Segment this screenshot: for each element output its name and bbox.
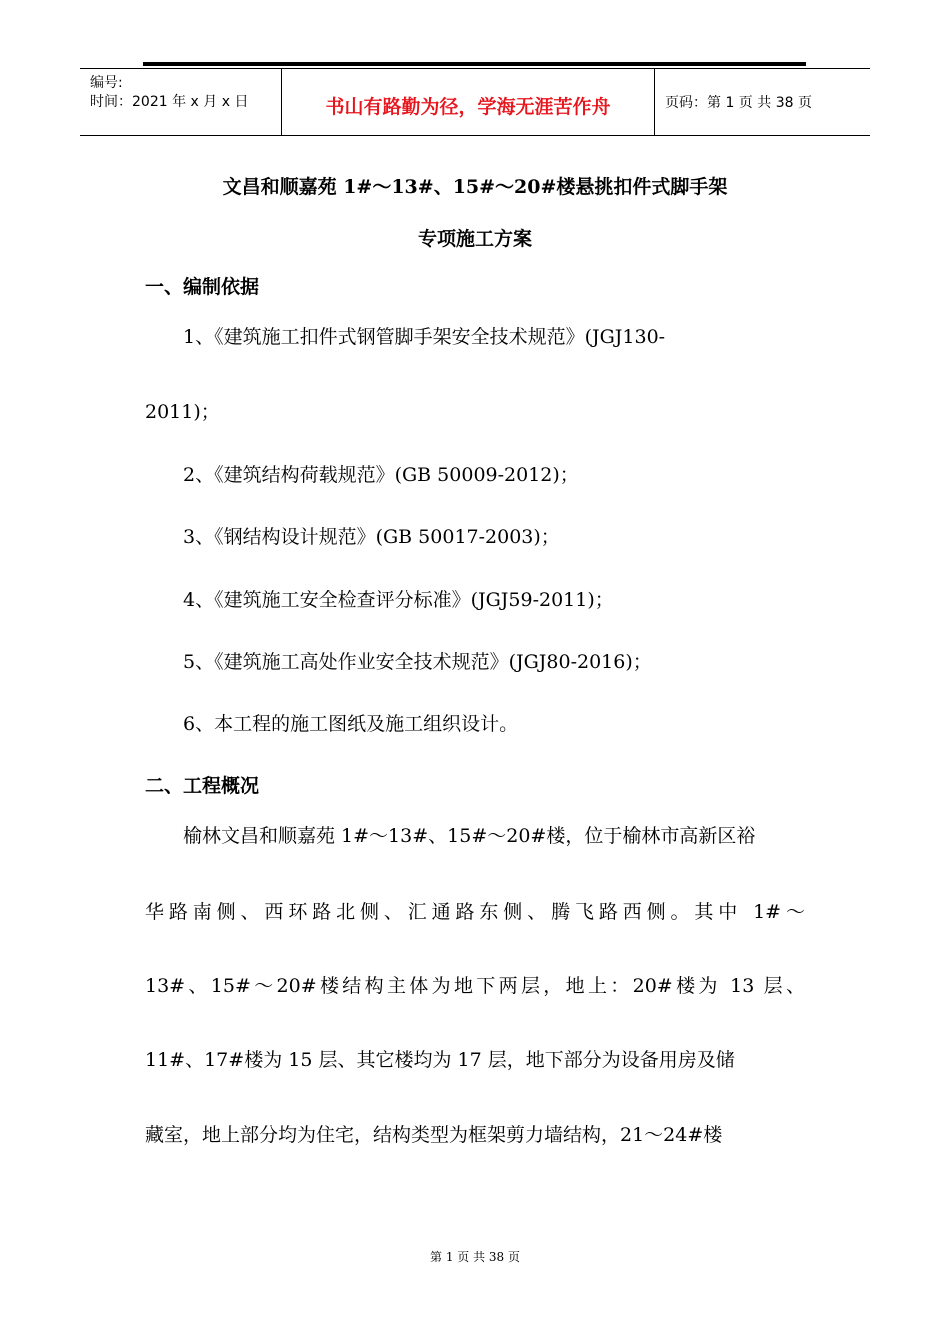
document-title-line1: 文昌和顺嘉苑 1#～13#、15#～20#楼悬挑扣件式脚手架 [222,176,728,198]
list-item: 3、《钢结构设计规范》(GB 50017-2003)； [183,526,560,548]
list-item: 1、《建筑施工扣件式钢管脚手架安全技术规范》(JGJ130- [183,326,666,348]
page-footer: 第 1 页 共 38 页 [430,1250,520,1264]
paragraph-line: 藏室，地上部分均为住宅，结构类型为框架剪力墙结构，21～24#楼 [145,1124,723,1146]
document-date: 时间：2021 年 x 月 x 日 [90,94,249,110]
list-item: 2、《建筑结构荷载规范》(GB 50009-2012)； [183,464,579,486]
paragraph-line: 榆林文昌和顺嘉苑 1#～13#、15#～20#楼，位于榆林市高新区裕 [183,825,756,847]
paragraph-line: 13#、15#～20#楼结构主体为地下两层，地上：20#楼为 13 层、 [145,975,805,997]
list-item: 4、《建筑施工安全检查评分标准》(JGJ59-2011)； [183,589,614,611]
list-item: 2011)； [145,401,220,423]
list-item: 5、《建筑施工高处作业安全技术规范》(JGJ80-2016)； [183,651,652,673]
paragraph-line: 11#、17#楼为 15 层、其它楼均为 17 层，地下部分为设备用房及储 [145,1049,735,1071]
section1-heading: 一、编制依据 [145,276,260,298]
document-number-label: 编号: [90,75,123,91]
header-page-code: 页码：第 1 页 共 38 页 [665,95,812,111]
document-title-line2: 专项施工方案 [417,228,532,250]
header-table [80,68,870,136]
section2-heading: 二、工程概况 [145,775,260,797]
header-motto: 书山有路勤为径，学海无涯苦作舟 [282,69,655,135]
list-item: 6、本工程的施工图纸及施工组织设计。 [183,713,519,735]
header-info-cell [80,69,282,135]
paragraph-line: 华路南侧、西环路北侧、汇通路东侧、腾飞路西侧。其中 1#～ [145,901,805,923]
header-top-rule [143,62,806,66]
